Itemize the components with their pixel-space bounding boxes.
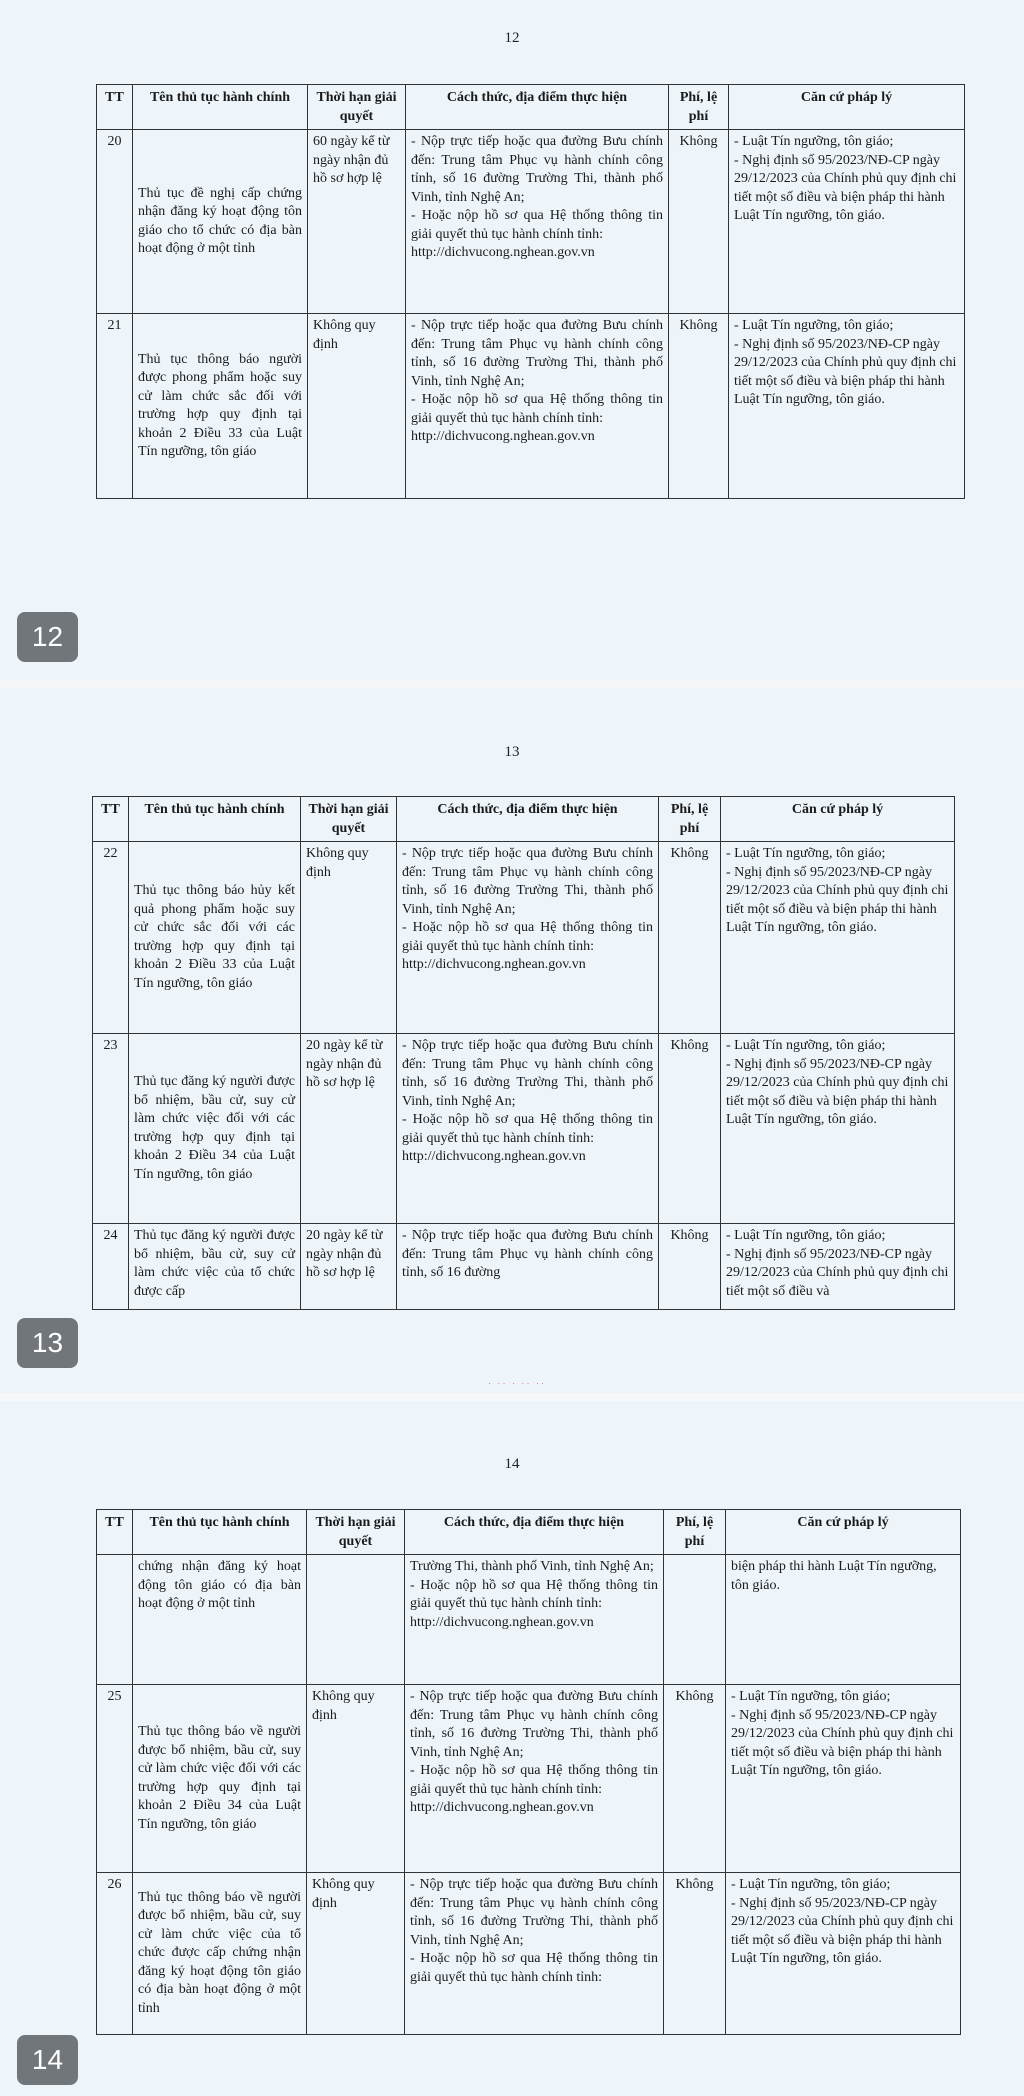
method-line: - Nộp trực tiếp hoặc qua đường Bưu chính đến: Trung tâm Phục vụ hành chính công tỉnh, số 16 đường — [402, 1228, 653, 1280]
method-url: http://dichvucong.nghean.gov.vn — [411, 429, 595, 444]
method-url: http://dichvucong.nghean.gov.vn — [410, 1800, 594, 1815]
row-method — [406, 314, 669, 499]
row-method — [397, 842, 659, 1034]
page-number: 12 — [504, 30, 520, 46]
row-duration: Không quy định — [307, 1685, 405, 1873]
method-line: Trường Thi, thành phố Vinh, tỉnh Nghệ An; — [410, 1559, 654, 1574]
row-method — [397, 1224, 659, 1310]
page-badge: 12 — [17, 612, 78, 662]
legal-line: - Luật Tín ngưỡng, tôn giáo; — [726, 1038, 886, 1053]
header-fee: Phí, lệ phí — [664, 1510, 726, 1555]
row-legal-basis — [726, 1873, 961, 2035]
header-fee: Phí, lệ phí — [669, 85, 729, 130]
row-method — [397, 1034, 659, 1224]
legal-line: - Nghị định số 95/2023/NĐ-CP ngày 29/12/2023 của Chính phủ quy định chi tiết một số điều và biện pháp thi hành Luật Tín ngưỡng, tôn giáo. — [731, 1895, 954, 1966]
table-row — [97, 314, 965, 499]
header-name: Tên thủ tục hành chính — [133, 1510, 307, 1555]
document-page-12 — [0, 0, 1024, 680]
page-badge: 13 — [17, 1318, 78, 1368]
table-header-row — [97, 1510, 961, 1555]
legal-line: - Nghị định số 95/2023/NĐ-CP ngày 29/12/2023 của Chính phủ quy định chi tiết một số điều và biện pháp thi hành Luật Tín ngưỡng, tôn giáo. — [726, 864, 949, 935]
header-legal: Căn cứ pháp lý — [721, 797, 955, 842]
row-tt: 24 — [93, 1224, 129, 1310]
row-procedure-name: chứng nhận đăng ký hoạt động tôn giáo có địa bàn hoạt động ở một tỉnh — [133, 1555, 307, 1685]
row-duration: Không quy định — [301, 842, 397, 1034]
header-duration: Thời hạn giải quyết — [308, 85, 406, 130]
method-line: - Hoặc nộp hồ sơ qua Hệ thống thông tin giải quyết thủ tục hành chính tỉnh: — [410, 1763, 658, 1797]
method-line: - Hoặc nộp hồ sơ qua Hệ thống thông tin giải quyết thủ tục hành chính tỉnh: — [410, 1577, 658, 1611]
header-legal: Căn cứ pháp lý — [726, 1510, 961, 1555]
row-tt: 22 — [93, 842, 129, 1034]
legal-line: - Nghị định số 95/2023/NĐ-CP ngày 29/12/2023 của Chính phủ quy định chi tiết một số điều và biện pháp thi hành Luật Tín ngưỡng, tôn giáo. — [734, 336, 957, 407]
row-legal-basis — [721, 1034, 955, 1224]
row-fee: Không — [659, 1034, 721, 1224]
row-method — [405, 1873, 664, 2035]
table-row — [97, 1873, 961, 2035]
page-separator — [0, 1393, 1024, 1401]
row-fee: Không — [664, 1685, 726, 1873]
row-duration — [307, 1555, 405, 1685]
procedures-table — [92, 796, 955, 1310]
row-procedure-name: Thủ tục đăng ký người được bổ nhiệm, bầu cử, suy cử làm chức việc đối với các trường hợp quy định tại khoản 2 Điều 34 của Luật Tín ngưỡng, tôn giáo — [129, 1034, 301, 1224]
method-line: - Hoặc nộp hồ sơ qua Hệ thống thông tin giải quyết thủ tục hành chính tỉnh: — [402, 1112, 653, 1146]
row-duration: 20 ngày kể từ ngày nhận đủ hồ sơ hợp lệ — [301, 1034, 397, 1224]
row-fee: Không — [664, 1873, 726, 2035]
document-page-14 — [0, 1401, 1024, 2096]
legal-line: - Luật Tín ngưỡng, tôn giáo; — [731, 1689, 891, 1704]
row-fee: Không — [659, 842, 721, 1034]
header-method: Cách thức, địa điểm thực hiện — [406, 85, 669, 130]
row-tt: 23 — [93, 1034, 129, 1224]
row-procedure-name: Thủ tục thông báo hủy kết quả phong phẩm hoặc suy cử chức sắc đối với các trường hợp quy định tại khoản 2 Điều 33 của Luật Tín ngưỡng, tôn giáo — [129, 842, 301, 1034]
legal-line: - Nghị định số 95/2023/NĐ-CP ngày 29/12/2023 của Chính phủ quy định chi tiết một số điều và — [726, 1246, 949, 1299]
legal-line: - Nghị định số 95/2023/NĐ-CP ngày 29/12/2023 của Chính phủ quy định chi tiết một số điều và biện pháp thi hành Luật Tín ngưỡng, tôn giáo. — [726, 1056, 949, 1127]
header-name: Tên thủ tục hành chính — [133, 85, 308, 130]
method-line: - Hoặc nộp hồ sơ qua Hệ thống thông tin giải quyết thủ tục hành chính tỉnh: — [411, 392, 663, 426]
method-url: http://dichvucong.nghean.gov.vn — [410, 1614, 594, 1630]
method-url: http://dichvucong.nghean.gov.vn — [402, 957, 586, 972]
legal-line: - Luật Tín ngưỡng, tôn giáo; — [734, 318, 894, 333]
row-legal-basis — [729, 314, 965, 499]
method-line: - Hoặc nộp hồ sơ qua Hệ thống thông tin giải quyết thủ tục hành chính tỉnh: — [402, 920, 653, 954]
table-row — [97, 130, 965, 314]
row-legal-basis — [729, 130, 965, 314]
header-tt: TT — [97, 85, 133, 130]
table-row — [93, 1224, 955, 1310]
header-duration: Thời hạn giải quyết — [307, 1510, 405, 1555]
method-line: - Hoặc nộp hồ sơ qua Hệ thống thông tin giải quyết thủ tục hành chính tỉnh: — [410, 1951, 658, 1985]
table-row — [97, 1555, 961, 1685]
method-url: http://dichvucong.nghean.gov.vn — [411, 245, 595, 260]
row-method — [405, 1555, 664, 1685]
legal-line: - Nghị định số 95/2023/NĐ-CP ngày 29/12/2023 của Chính phủ quy định chi tiết một số điều và biện pháp thi hành Luật Tín ngưỡng, tôn giáo. — [731, 1707, 954, 1778]
method-line: - Hoặc nộp hồ sơ qua Hệ thống thông tin giải quyết thủ tục hành chính tỉnh: — [411, 208, 663, 242]
page-separator — [0, 680, 1024, 688]
row-fee: Không — [669, 130, 729, 314]
method-line: - Nộp trực tiếp hoặc qua đường Bưu chính đến: Trung tâm Phục vụ hành chính công tỉnh, số 16 đường Trường Thi, thành phố Vinh, tỉnh Nghệ An; — [410, 1877, 658, 1948]
row-fee — [664, 1555, 726, 1685]
row-procedure-name: Thủ tục đăng ký người được bổ nhiệm, bầu cử, suy cử làm chức việc của tổ chức được cấp — [129, 1224, 301, 1310]
row-duration: 60 ngày kể từ ngày nhận đủ hồ sơ hợp lệ — [308, 130, 406, 314]
row-tt: 26 — [97, 1873, 133, 2035]
row-legal-basis — [726, 1685, 961, 1873]
legal-line: - Luật Tín ngưỡng, tôn giáo; — [734, 134, 894, 149]
row-legal-basis — [721, 842, 955, 1034]
row-duration: 20 ngày kể từ ngày nhận đủ hồ sơ hợp lệ — [301, 1224, 397, 1310]
row-duration: Không quy định — [307, 1873, 405, 2035]
page-badge: 14 — [17, 2035, 78, 2085]
row-duration: Không quy định — [308, 314, 406, 499]
row-legal-basis — [721, 1224, 955, 1310]
legal-line: - Nghị định số 95/2023/NĐ-CP ngày 29/12/2023 của Chính phủ quy định chi tiết một số điều và biện pháp thi hành Luật Tín ngưỡng, tôn giáo. — [734, 152, 957, 223]
method-line: - Nộp trực tiếp hoặc qua đường Bưu chính đến: Trung tâm Phục vụ hành chính công tỉnh, số 16 đường Trường Thi, thành phố Vinh, tỉnh Nghệ An; — [410, 1689, 658, 1760]
legal-line: - Luật Tín ngưỡng, tôn giáo; — [726, 1228, 886, 1243]
header-duration: Thời hạn giải quyết — [301, 797, 397, 842]
table-row — [93, 1034, 955, 1224]
procedures-table — [96, 1509, 961, 2035]
method-line: - Nộp trực tiếp hoặc qua đường Bưu chính đến: Trung tâm Phục vụ hành chính công tỉnh, số 16 đường Trường Thi, thành phố Vinh, tỉnh Nghệ An; — [402, 1038, 653, 1109]
row-legal-basis — [726, 1555, 961, 1685]
row-tt — [97, 1555, 133, 1685]
page-number: 13 — [504, 744, 520, 760]
legal-line: - Luật Tín ngưỡng, tôn giáo; — [731, 1877, 891, 1892]
legal-line: biện pháp thi hành Luật Tín ngưỡng, tôn giáo. — [731, 1559, 937, 1593]
row-fee: Không — [659, 1224, 721, 1310]
header-legal: Căn cứ pháp lý — [729, 85, 965, 130]
row-tt: 20 — [97, 130, 133, 314]
ink-mark: · ·· · ·· ·· — [488, 1378, 546, 1388]
row-method — [406, 130, 669, 314]
row-procedure-name: Thủ tục thông báo về người được bổ nhiệm, bầu cử, suy cử làm chức việc của tổ chức được cấp chứng nhận đăng ký hoạt động tôn giáo có địa bàn hoạt động ở một tỉnh — [133, 1873, 307, 2035]
procedures-table — [96, 84, 965, 499]
header-tt: TT — [97, 1510, 133, 1555]
row-procedure-name: Thủ tục đề nghị cấp chứng nhận đăng ký hoạt động tôn giáo cho tổ chức có địa bàn hoạt động ở một tỉnh — [133, 130, 308, 314]
row-procedure-name: Thủ tục thông báo người được phong phẩm hoặc suy cử làm chức sắc đối với trường hợp quy định tại khoản 2 Điều 33 của Luật Tín ngưỡng, tôn giáo — [133, 314, 308, 499]
header-method: Cách thức, địa điểm thực hiện — [397, 797, 659, 842]
row-procedure-name: Thủ tục thông báo về người được bổ nhiệm, bầu cử, suy cử làm chức việc đối với các trường hợp quy định tại khoản 2 Điều 34 của Luật Tín ngưỡng, tôn giáo — [133, 1685, 307, 1873]
document-page-13 — [0, 688, 1024, 1393]
method-url: http://dichvucong.nghean.gov.vn — [402, 1149, 586, 1164]
row-tt: 21 — [97, 314, 133, 499]
method-line: - Nộp trực tiếp hoặc qua đường Bưu chính đến: Trung tâm Phục vụ hành chính công tỉnh, số 16 đường Trường Thi, thành phố Vinh, tỉnh Nghệ An; — [402, 846, 653, 917]
header-name: Tên thủ tục hành chính — [129, 797, 301, 842]
header-tt: TT — [93, 797, 129, 842]
table-row — [93, 842, 955, 1034]
header-fee: Phí, lệ phí — [659, 797, 721, 842]
page-number: 14 — [504, 1456, 520, 1472]
method-line: - Nộp trực tiếp hoặc qua đường Bưu chính đến: Trung tâm Phục vụ hành chính công tỉnh, số 16 đường Trường Thi, thành phố Vinh, tỉnh Nghệ An; — [411, 318, 663, 389]
header-method: Cách thức, địa điểm thực hiện — [405, 1510, 664, 1555]
table-header-row — [97, 85, 965, 130]
row-tt: 25 — [97, 1685, 133, 1873]
method-line: - Nộp trực tiếp hoặc qua đường Bưu chính đến: Trung tâm Phục vụ hành chính công tỉnh, số 16 đường Trường Thi, thành phố Vinh, tỉnh Nghệ An; — [411, 134, 663, 205]
table-row — [97, 1685, 961, 1873]
row-fee: Không — [669, 314, 729, 499]
legal-line: - Luật Tín ngưỡng, tôn giáo; — [726, 846, 886, 861]
row-method — [405, 1685, 664, 1873]
table-header-row — [93, 797, 955, 842]
